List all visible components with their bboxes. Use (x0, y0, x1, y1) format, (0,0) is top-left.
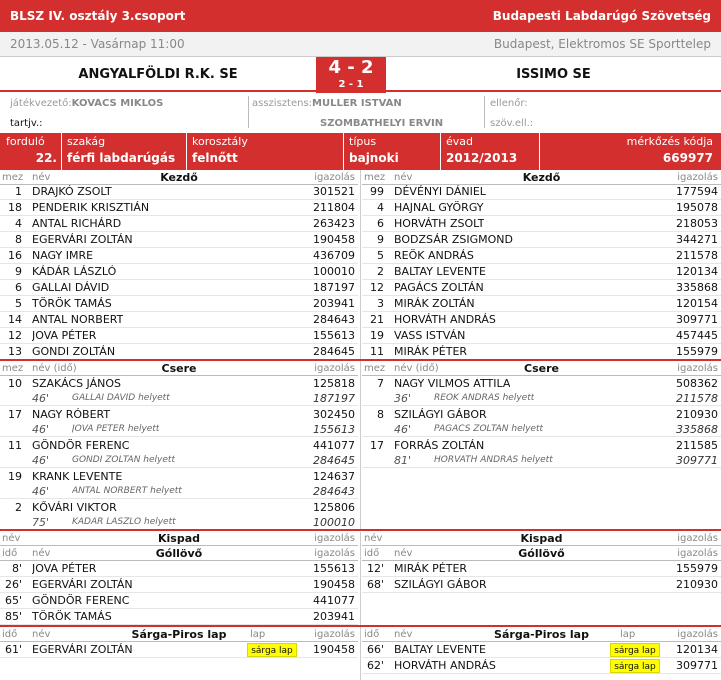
replaced-license-id: 309771 (676, 454, 718, 467)
home-bench-section-title: Kispad (157, 532, 200, 545)
shirt-number: 5 (15, 297, 22, 310)
home-player-row (0, 216, 358, 232)
away-goals-col-ido: idő (364, 548, 380, 559)
replaced-license-id: 100010 (313, 516, 355, 529)
player-name: ANTAL RICHÁRD (32, 217, 122, 230)
replaced-player: PAGÁCS ZOLTÁN helyett (434, 424, 544, 434)
away-cards-col-name: név (394, 629, 413, 640)
away-sub-row (362, 437, 721, 468)
round-label: forduló (6, 135, 45, 148)
match-venue: Budapest, Elektromos SE Sporttelep (493, 37, 711, 51)
shirt-number: 21 (370, 313, 384, 326)
license-id: 155979 (676, 562, 718, 575)
license-id: 211585 (676, 439, 718, 452)
away-player-row (362, 264, 721, 280)
player-name: PAGÁCS ZOLTÁN (394, 281, 484, 294)
away-subs-col-name: név (idő) (394, 363, 439, 374)
license-id: 187197 (313, 281, 355, 294)
license-id: 155613 (313, 329, 355, 342)
home-player-row (0, 184, 358, 200)
federation-name: Budapesti Labdarúgó Szövetség (492, 9, 711, 23)
license-id: 309771 (676, 313, 718, 326)
branch-value: férfi labdarúgás (67, 151, 176, 165)
player-name: TÖRÖK TAMÁS (32, 297, 112, 310)
home-player-row (0, 200, 358, 216)
scorer-name: SZILÁGYI GÁBOR (394, 578, 487, 591)
player-name: JOVA PÉTER (32, 329, 97, 342)
shirt-number: 17 (370, 439, 384, 452)
away-cards-col-ido: idő (364, 629, 380, 640)
home-start-section-header (0, 170, 358, 185)
shirt-number: 16 (8, 249, 22, 262)
away-subs-section-title: Csere (524, 362, 559, 375)
replaced-license-id: 155613 (313, 423, 355, 436)
score-box (316, 57, 386, 93)
player-name: BALTAY LEVENTE (394, 643, 486, 656)
away-player-row (362, 296, 721, 312)
replaced-license-id: 284643 (313, 485, 355, 498)
license-id: 124637 (313, 470, 355, 483)
license-id: 210930 (676, 408, 718, 421)
away-player-row (362, 328, 721, 344)
player-name: FORRÁS ZOLTÁN (394, 439, 485, 452)
round-value: 22. (35, 151, 57, 165)
player-name: GÖNDÖR FERENC (32, 439, 130, 452)
license-id: 263423 (313, 217, 355, 230)
player-name: ANTAL NORBERT (32, 313, 124, 326)
license-id: 284645 (313, 345, 355, 358)
sub-time: 36' (394, 392, 412, 405)
goal-time: 12' (366, 562, 384, 575)
sub-time: 46' (32, 485, 50, 498)
replaced-license-id: 284645 (313, 454, 355, 467)
home-start-col-id: igazolás (314, 172, 355, 183)
shirt-number: 13 (8, 345, 22, 358)
away-start-section-header (362, 170, 721, 185)
away-bench-col-name: név (364, 533, 383, 544)
halftime-score: 2 - 1 (338, 79, 364, 90)
home-cards-col-name: név (32, 629, 51, 640)
match-datetime: 2013.05.12 - Vasárnap 11:00 (10, 37, 185, 51)
scorer-name: GÖNDÖR FERENC (32, 594, 130, 607)
away-bench-section-title: Kispad (520, 532, 563, 545)
season-label: évad (446, 135, 474, 148)
shirt-number: 8 (377, 408, 384, 421)
away-start-col-mez: mez (364, 172, 386, 183)
goal-time: 26' (4, 578, 22, 591)
shirt-number: 4 (377, 201, 384, 214)
away-player-row (362, 200, 721, 216)
replaced-player: ANTAL NORBERT helyett (72, 486, 182, 496)
player-name: DRAJKÓ ZSOLT (32, 185, 112, 198)
home-subs-section-header (0, 361, 358, 376)
home-bench-section-header (0, 531, 358, 546)
home-goals-col-id: igazolás (314, 548, 355, 559)
away-player-row (362, 280, 721, 296)
shirt-number: 12 (8, 329, 22, 342)
player-name: BODZSÁR ZSIGMOND (394, 233, 514, 246)
sub-time: 46' (32, 392, 50, 405)
goal-time: 65' (4, 594, 22, 607)
league-title: BLSZ IV. osztály 3.csoport (10, 9, 186, 23)
shirt-number: 2 (15, 501, 22, 514)
observer-label: szöv.ell.: (490, 118, 534, 129)
player-name: NAGY VILMOS ATTILA (394, 377, 511, 390)
home-cards-col-id: igazolás (314, 629, 355, 640)
away-cards-col-id: igazolás (677, 629, 718, 640)
away-start-col-name: név (394, 172, 413, 183)
home-subs-section-title: Csere (161, 362, 197, 375)
player-name: VASS ISTVÁN (394, 329, 466, 342)
sub-time: 46' (32, 454, 50, 467)
away-player-row (362, 312, 721, 328)
away-cards-section-title: Sárga-Piros lap (494, 628, 589, 641)
card-time: 62' (366, 659, 384, 672)
goal-time: 85' (4, 610, 22, 623)
player-name: KRANK LEVENTE (32, 470, 123, 483)
home-sub-row (0, 406, 358, 437)
shirt-number: 19 (8, 470, 22, 483)
license-id: 125806 (313, 501, 355, 514)
away-cards-col-lap: lap (620, 629, 636, 640)
player-name: EGERVÁRI ZOLTÁN (32, 643, 133, 656)
home-cards-col-lap: lap (250, 629, 266, 640)
title-bar (0, 0, 721, 32)
home-player-row (0, 312, 358, 328)
player-name: GALLAI DÁVID (32, 281, 110, 294)
license-id: 441077 (313, 594, 355, 607)
license-id: 120154 (676, 297, 718, 310)
away-goal-row (362, 577, 721, 593)
home-cards-section-title: Sárga-Piros lap (131, 628, 227, 641)
shirt-number: 10 (8, 377, 22, 390)
home-goals-col-name: név (32, 548, 51, 559)
home-cards-col-ido: idő (2, 629, 18, 640)
referee-name: KOVÁCS MIKLÓS (71, 98, 164, 109)
license-id: 309771 (676, 659, 718, 672)
age-value: felnőtt (192, 151, 238, 165)
away-player-row (362, 184, 721, 200)
away-sub-row (362, 406, 721, 437)
license-id: 125818 (313, 377, 355, 390)
player-name: SZILÁGYI GÁBOR (394, 408, 487, 421)
card-time: 66' (366, 643, 384, 656)
yellow-card-badge: sárga lap (610, 643, 660, 657)
home-start-col-mez: mez (2, 172, 24, 183)
home-start-section-title: Kezdő (160, 171, 198, 184)
license-id: 155979 (676, 345, 718, 358)
away-card-row (362, 642, 721, 658)
player-name: NAGY IMRE (32, 249, 94, 262)
away-team-name: ISSIMO SE (386, 58, 721, 92)
away-goals-col-name: név (394, 548, 413, 559)
replaced-license-id: 211578 (676, 392, 718, 405)
scorer-name: TÖRÖK TAMÁS (32, 610, 112, 623)
final-score: 4 - 2 (328, 57, 374, 78)
replaced-player: HORVÁTH ANDRÁS helyett (434, 455, 553, 465)
sub-time: 81' (394, 454, 412, 467)
shirt-number: 1 (15, 185, 22, 198)
shirt-number: 18 (8, 201, 22, 214)
player-name: BALTAY LEVENTE (394, 265, 486, 278)
home-subs-col-mez: mez (2, 363, 24, 374)
away-goals-section-header (362, 546, 721, 561)
away-player-row (362, 232, 721, 248)
player-name: EGERVÁRI ZOLTÁN (32, 233, 133, 246)
home-player-row (0, 280, 358, 296)
license-id: 203941 (313, 297, 355, 310)
home-sub-row (0, 437, 358, 468)
sub-time: 75' (32, 516, 50, 529)
match-meta-bar (0, 133, 721, 170)
license-id: 195078 (676, 201, 718, 214)
player-name: PENDERIK KRISZTIÁN (32, 201, 150, 214)
type-label: típus (349, 135, 377, 148)
sub-time: 46' (32, 423, 50, 436)
player-name: MIRÁK PÉTER (394, 345, 468, 358)
away-goal-row (362, 561, 721, 577)
goal-time: 68' (366, 578, 384, 591)
away-card-row (362, 658, 721, 674)
away-subs-section-header (362, 361, 721, 376)
home-player-row (0, 264, 358, 280)
away-bench-section-header (362, 531, 721, 546)
player-name: KÁDÁR LÁSZLÓ (32, 265, 117, 278)
license-id: 211578 (676, 249, 718, 262)
shirt-number: 9 (377, 233, 384, 246)
branch-label: szakág (67, 135, 106, 148)
home-bench-col-name: név (2, 533, 21, 544)
player-name: HORVÁTH ANDRÁS (394, 659, 496, 672)
player-name: REÖK ANDRÁS (394, 249, 474, 262)
goal-time: 8' (11, 562, 22, 575)
player-name: SZAKÁCS JÁNOS (32, 377, 121, 390)
away-subs-col-id: igazolás (677, 363, 718, 374)
license-id: 302450 (313, 408, 355, 421)
home-subs-col-id: igazolás (314, 363, 355, 374)
match-code-value: 669977 (662, 151, 713, 165)
home-goal-row (0, 593, 358, 609)
age-label: korosztály (192, 135, 248, 148)
license-id: 120134 (676, 643, 718, 656)
away-subs-col-mez: mez (364, 363, 386, 374)
player-name: KŐVÁRI VIKTOR (32, 501, 117, 514)
away-bench-col-id: igazolás (677, 533, 718, 544)
player-name: GONDI ZOLTÁN (32, 345, 116, 358)
player-name: HORVÁTH ANDRÁS (394, 313, 496, 326)
shirt-number: 8 (15, 233, 22, 246)
match-code-label: mérkőzés kódja (626, 135, 713, 148)
shirt-number: 9 (15, 265, 22, 278)
home-sub-row (0, 468, 358, 499)
assistants-label: asszisztens: (252, 98, 313, 109)
license-id: 177594 (676, 185, 718, 198)
sub-time: 46' (394, 423, 412, 436)
license-id: 120134 (676, 265, 718, 278)
license-id: 100010 (313, 265, 355, 278)
home-start-col-name: név (32, 172, 51, 183)
license-id: 301521 (313, 185, 355, 198)
shirt-number: 3 (377, 297, 384, 310)
license-id: 457445 (676, 329, 718, 342)
shirt-number: 2 (377, 265, 384, 278)
yellow-card-badge: sárga lap (610, 659, 660, 673)
shirt-number: 14 (8, 313, 22, 326)
license-id: 344271 (676, 233, 718, 246)
home-player-row (0, 344, 358, 360)
home-goal-row (0, 561, 358, 577)
replaced-player: KÁDÁR LÁSZLÓ helyett (72, 517, 176, 527)
license-id: 284643 (313, 313, 355, 326)
replaced-player: REÖK ANDRÁS helyett (434, 393, 535, 403)
replaced-player: JOVA PÉTER helyett (72, 424, 160, 434)
home-bench-col-id: igazolás (314, 533, 355, 544)
player-name: NAGY RÓBERT (32, 408, 111, 421)
shirt-number: 17 (8, 408, 22, 421)
home-player-row (0, 232, 358, 248)
away-player-row (362, 344, 721, 360)
home-card-row (0, 642, 358, 658)
shirt-number: 7 (377, 377, 384, 390)
license-id: 218053 (676, 217, 718, 230)
assistant-1: MÜLLER ISTVÁN (312, 98, 402, 109)
scorer-name: JOVA PÉTER (32, 562, 97, 575)
shirt-number: 11 (370, 345, 384, 358)
away-goals-col-id: igazolás (677, 548, 718, 559)
player-name: HAJNAL GYÖRGY (394, 201, 484, 214)
shirt-number: 6 (15, 281, 22, 294)
license-id: 155613 (313, 562, 355, 575)
officials-panel (0, 94, 721, 132)
home-player-row (0, 296, 358, 312)
shirt-number: 11 (8, 439, 22, 452)
license-id: 190458 (313, 578, 355, 591)
replaced-player: GONDI ZOLTÁN helyett (72, 455, 175, 465)
home-goals-section-header (0, 546, 358, 561)
away-player-row (362, 248, 721, 264)
player-name: MIRÁK ZOLTÁN (394, 297, 475, 310)
shirt-number: 99 (370, 185, 384, 198)
home-player-row (0, 328, 358, 344)
card-time: 61' (4, 643, 22, 656)
license-id: 508362 (676, 377, 718, 390)
home-subs-col-name: név (idő) (32, 363, 77, 374)
license-id: 335868 (676, 281, 718, 294)
away-start-section-title: Kezdő (522, 171, 561, 184)
away-start-col-id: igazolás (677, 172, 718, 183)
season-value: 2012/2013 (446, 151, 518, 165)
license-id: 203941 (313, 610, 355, 623)
away-player-row (362, 216, 721, 232)
home-goal-row (0, 577, 358, 593)
replaced-player: GALLAI DÁVID helyett (72, 393, 170, 403)
player-name: DÉVÉNYI DÁNIEL (394, 185, 486, 198)
controller-label: ellenőr: (490, 98, 528, 109)
shirt-number: 19 (370, 329, 384, 342)
license-id: 211804 (313, 201, 355, 214)
shirt-number: 12 (370, 281, 384, 294)
player-name: HORVÁTH ZSOLT (394, 217, 485, 230)
license-id: 210930 (676, 578, 718, 591)
home-team-name: ANGYALFÖLDI R.K. SE (0, 58, 316, 92)
license-id: 436709 (313, 249, 355, 262)
assistant-2: SZOMBATHELYI ERVIN (320, 118, 444, 129)
info-bar (0, 32, 721, 57)
shirt-number: 6 (377, 217, 384, 230)
reserve-referee-label: tartjv.: (10, 118, 43, 129)
replaced-license-id: 187197 (313, 392, 355, 405)
home-sub-row (0, 499, 358, 530)
scorer-name: EGERVÁRI ZOLTÁN (32, 578, 133, 591)
scorer-name: MIRÁK PÉTER (394, 562, 468, 575)
type-value: bajnoki (349, 151, 399, 165)
home-goals-col-ido: idő (2, 548, 18, 559)
shirt-number: 5 (377, 249, 384, 262)
home-goal-row (0, 609, 358, 625)
home-player-row (0, 248, 358, 264)
license-id: 190458 (313, 643, 355, 656)
home-sub-row (0, 375, 358, 406)
license-id: 190458 (313, 233, 355, 246)
home-goals-section-title: Góllövő (155, 547, 203, 560)
away-goals-section-title: Góllövő (518, 547, 565, 560)
yellow-card-badge: sárga lap (247, 643, 297, 657)
home-cards-section-header (0, 627, 358, 642)
shirt-number: 4 (15, 217, 22, 230)
away-sub-row (362, 375, 721, 406)
referee-label: játékvezető: (10, 98, 72, 109)
license-id: 441077 (313, 439, 355, 452)
replaced-license-id: 335868 (676, 423, 718, 436)
away-cards-section-header (362, 627, 721, 642)
